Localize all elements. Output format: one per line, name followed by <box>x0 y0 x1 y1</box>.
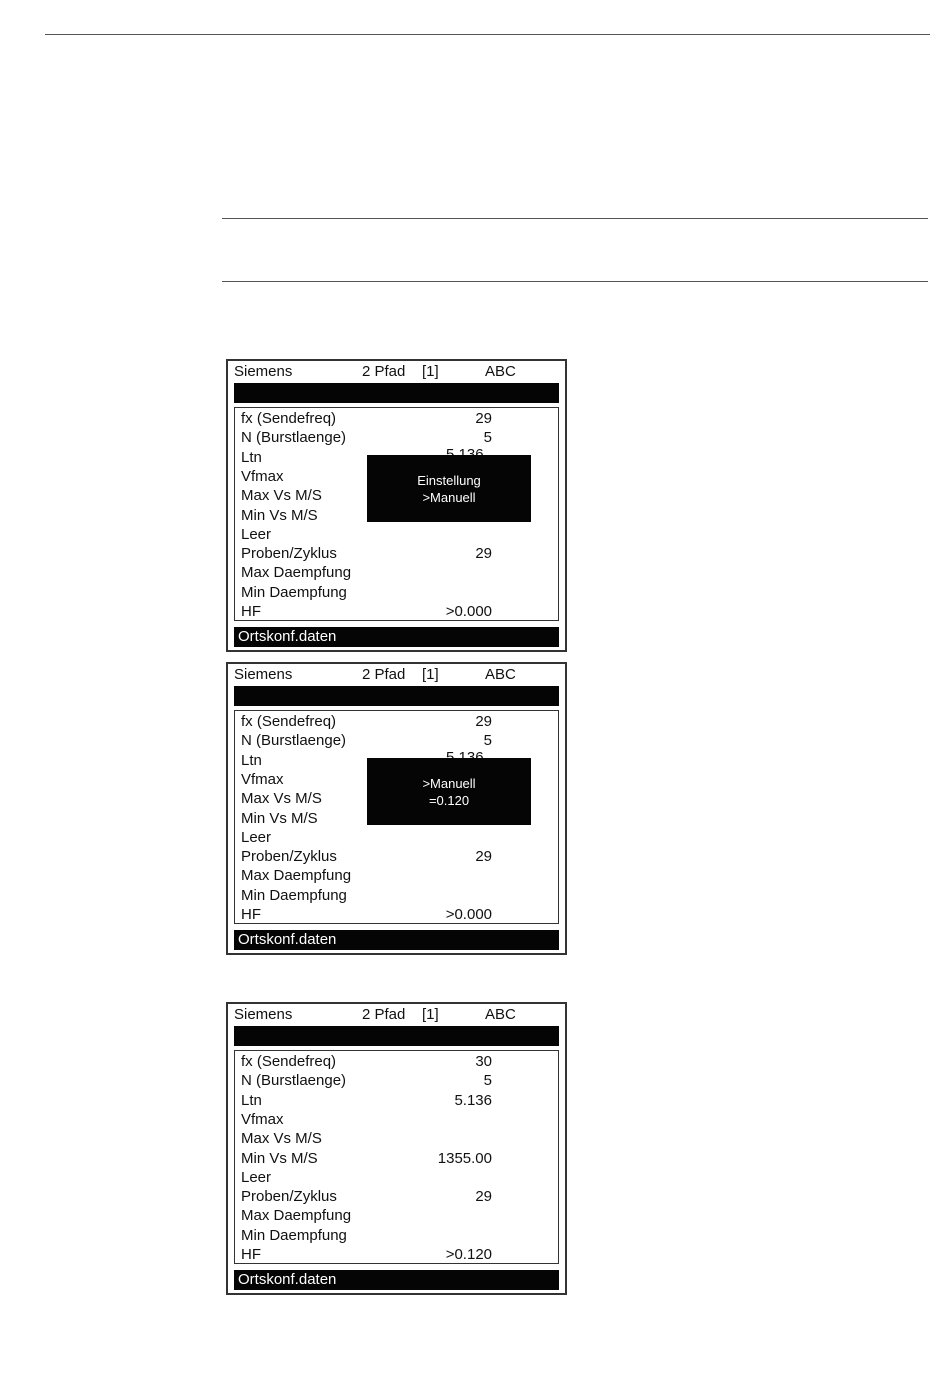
parameter-label: Min Daempfung <box>241 583 347 601</box>
parameter-label: Ltn <box>241 1091 262 1109</box>
parameter-label: fx (Sendefreq) <box>241 410 337 427</box>
section-rule-lower <box>222 281 928 282</box>
parameter-value: 5.136 <box>454 1091 492 1109</box>
parameter-row[interactable] <box>241 905 552 924</box>
parameter-label: Vfmax <box>241 467 284 485</box>
parameter-label: Leer <box>241 525 272 543</box>
parameter-value: 5 <box>483 429 492 447</box>
parameter-label: Max Vs M/S <box>241 487 322 505</box>
parameter-row[interactable] <box>241 886 552 905</box>
parameter-row[interactable] <box>241 847 552 866</box>
popup-line2: >Manuell <box>422 489 476 505</box>
parameter-label: Min Vs M/S <box>241 1149 318 1167</box>
parameter-label: HF <box>241 1246 261 1263</box>
parameter-label: Proben/Zyklus <box>241 1188 337 1206</box>
device-screen-2 <box>226 662 567 955</box>
header-index: [1] <box>422 666 439 683</box>
parameter-value: 5 <box>483 732 492 750</box>
parameter-value: 29 <box>475 410 492 427</box>
setting-popup[interactable] <box>367 758 531 825</box>
parameter-value: 30 <box>475 1053 492 1070</box>
parameter-label: HF <box>241 906 261 923</box>
header-title: Siemens <box>234 363 293 380</box>
parameter-row[interactable] <box>241 866 552 885</box>
parameter-label: Ltn <box>241 448 262 466</box>
header-index: [1] <box>422 1006 439 1023</box>
parameter-value: 5 <box>483 1072 492 1090</box>
parameter-row[interactable] <box>241 1129 552 1148</box>
parameter-label: Max Vs M/S <box>241 1130 322 1148</box>
popup-line1: >Manuell <box>422 775 476 791</box>
parameter-row[interactable] <box>241 1226 552 1245</box>
screen-header <box>234 1006 559 1024</box>
parameter-row[interactable] <box>241 1187 552 1206</box>
parameter-row[interactable] <box>241 525 552 544</box>
parameter-label: HF <box>241 603 261 620</box>
header-mode: ABC <box>485 666 516 683</box>
screen-footer: Ortskonf.daten <box>234 627 559 647</box>
parameter-value: 29 <box>475 713 492 730</box>
parameter-row[interactable] <box>241 1071 552 1090</box>
screen-footer: Ortskonf.daten <box>234 1270 559 1290</box>
parameter-row[interactable] <box>241 712 552 731</box>
popup-line1: Einstellung <box>417 472 481 488</box>
setting-popup[interactable] <box>367 455 531 522</box>
page-top-rule <box>45 34 930 35</box>
parameter-value: 29 <box>475 848 492 866</box>
parameter-label: Proben/Zyklus <box>241 848 337 866</box>
parameter-value: >0.120 <box>445 1246 492 1263</box>
header-path: 2 Pfad <box>362 1006 406 1023</box>
parameter-value: >0.000 <box>445 906 492 923</box>
parameter-label: fx (Sendefreq) <box>241 713 337 730</box>
device-screen-3 <box>226 1002 567 1295</box>
section-rule-upper <box>222 218 928 219</box>
parameter-row[interactable] <box>241 544 552 563</box>
parameter-value: 29 <box>475 545 492 563</box>
parameter-label: Vfmax <box>241 1110 284 1128</box>
parameter-row[interactable] <box>241 1206 552 1225</box>
header-mode: ABC <box>485 1006 516 1023</box>
parameter-list <box>234 1050 559 1264</box>
header-mode: ABC <box>485 363 516 380</box>
parameter-label: Min Daempfung <box>241 886 347 904</box>
parameter-row[interactable] <box>241 828 552 847</box>
screen-header <box>234 363 559 381</box>
parameter-row[interactable] <box>241 1168 552 1187</box>
title-bar <box>234 1026 559 1046</box>
header-index: [1] <box>422 363 439 380</box>
parameter-label: fx (Sendefreq) <box>241 1053 337 1070</box>
screen-header <box>234 666 559 684</box>
parameter-row[interactable] <box>241 1245 552 1264</box>
parameter-value: 29 <box>475 1188 492 1206</box>
popup-line2: =0.120 <box>428 792 470 808</box>
parameter-row[interactable] <box>241 1149 552 1168</box>
parameter-row[interactable] <box>241 1110 552 1129</box>
parameter-label: Proben/Zyklus <box>241 545 337 563</box>
screen-footer: Ortskonf.daten <box>234 930 559 950</box>
parameter-label: N (Burstlaenge) <box>241 429 347 447</box>
parameter-row[interactable] <box>241 409 552 428</box>
parameter-row[interactable] <box>241 583 552 602</box>
parameter-label: N (Burstlaenge) <box>241 732 347 750</box>
parameter-label: Vfmax <box>241 770 284 788</box>
parameter-label: Leer <box>241 828 272 846</box>
parameter-label: Leer <box>241 1168 272 1186</box>
title-bar <box>234 686 559 706</box>
parameter-label: Max Daempfung <box>241 564 352 582</box>
parameter-row[interactable] <box>241 602 552 621</box>
header-title: Siemens <box>234 666 293 683</box>
parameter-row[interactable] <box>241 428 552 447</box>
parameter-label: N (Burstlaenge) <box>241 1072 347 1090</box>
parameter-row[interactable] <box>241 1052 552 1071</box>
parameter-value: 1355.00 <box>437 1149 492 1167</box>
parameter-row[interactable] <box>241 1091 552 1110</box>
title-bar <box>234 383 559 403</box>
header-path: 2 Pfad <box>362 666 406 683</box>
parameter-label: Ltn <box>241 751 262 769</box>
parameter-label: Min Vs M/S <box>241 506 318 524</box>
parameter-label: Max Vs M/S <box>241 790 322 808</box>
header-title: Siemens <box>234 1006 293 1023</box>
parameter-label: Min Vs M/S <box>241 809 318 827</box>
parameter-label: Min Daempfung <box>241 1226 347 1244</box>
parameter-label: Max Daempfung <box>241 1207 352 1225</box>
parameter-value: >0.000 <box>445 603 492 620</box>
device-screen-1 <box>226 359 567 652</box>
parameter-row[interactable] <box>241 563 552 582</box>
parameter-row[interactable] <box>241 731 552 750</box>
header-path: 2 Pfad <box>362 363 406 380</box>
parameter-label: Max Daempfung <box>241 867 352 885</box>
